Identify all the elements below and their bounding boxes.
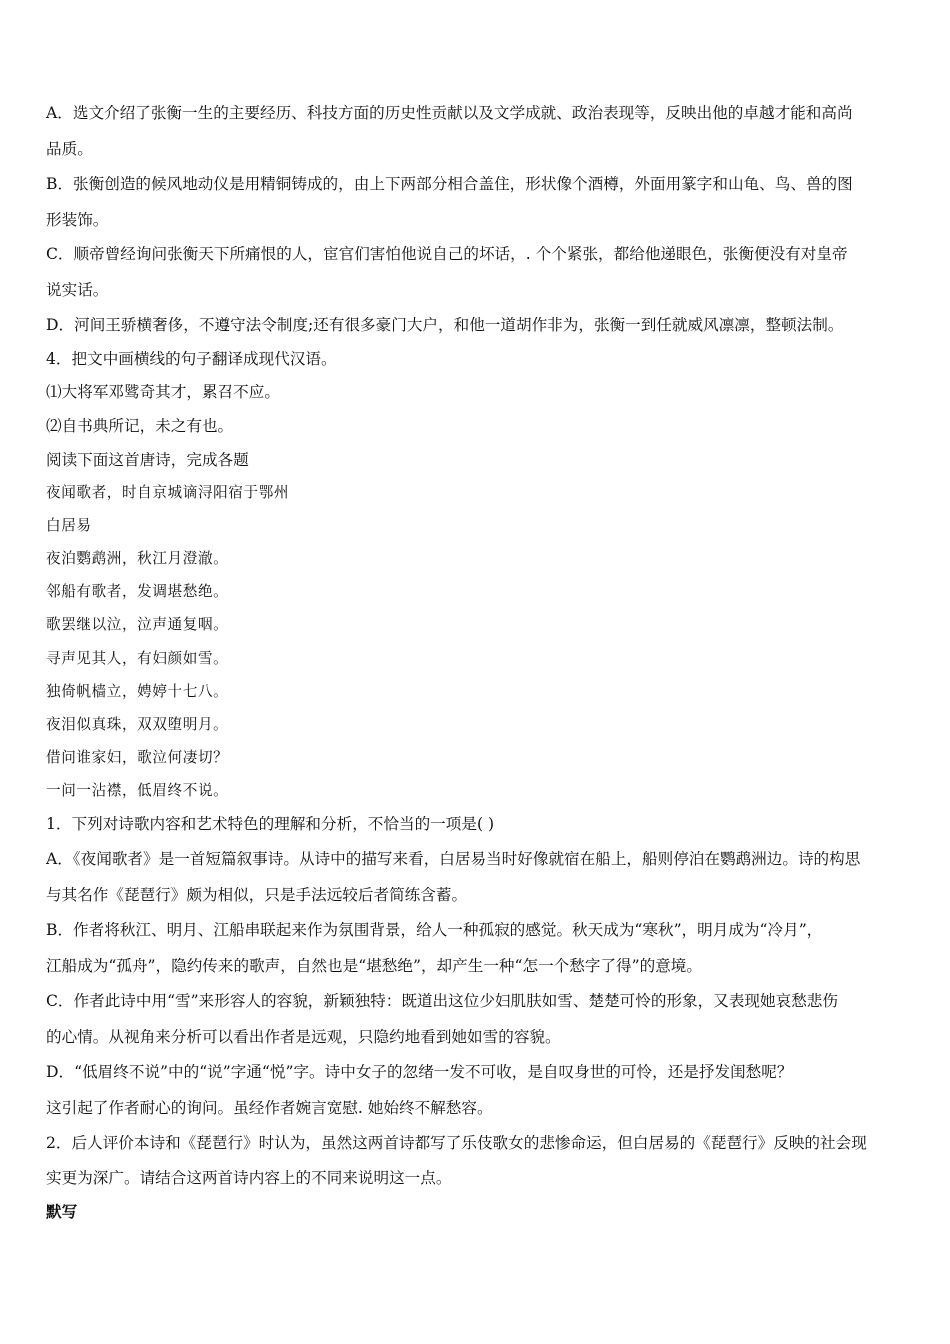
q1-option-d-line-1: D．“低眉终不说”中的“说”字通“悦”字。诗中女子的忽绪一发不可收，是自叹身世的可怜，还是抒发闺愁呢？ [46,1063,793,1081]
poem-line: 夜泊鹦鹉洲，秋江月澄澈。 [46,550,229,567]
option-d-line-1: D．河间王骄横奢侈，不遵守法令制度;还有很多豪门大户，和他一道胡作非为，张衡一到任就威风凛凛，整顿法制。 [46,316,844,334]
section-heading: 默写 [46,1202,78,1221]
question-4-heading: 4．把文中画横线的句子翻译成现代汉语。 [46,350,337,368]
q1-option-b-line-2: 江船成为“孤舟”，隐约传来的歌声，自然也是“堪愁绝”，却产生一种“怎一个愁字了得”的意境。 [46,957,702,975]
poem-line: 邻船有歌者，发调堪愁绝。 [46,583,229,600]
question-2-line-2: 实更为深广。请结合这两首诗内容上的不同来说明这一点。 [46,1169,452,1187]
q1-option-c-line-2: 的心情。从视角来分析可以看出作者是远观，只隐约地看到她如雪的容貌。 [46,1028,561,1046]
q1-option-d-line-2: 这引起了作者耐心的询问。虽经作者婉言宽慰. 她始终不解愁容。 [46,1099,493,1117]
option-a-line-2: 品质。 [46,140,93,158]
q1-option-a-line-1: A．《夜闻歌者》是一首短篇叙事诗。从诗中的描写来看，白居易当时好像就宿在船上，船则停泊在鹦鹉洲边。诗的构思 [46,850,861,868]
poem-line: 借问谁家妇，歌泣何凄切？ [46,749,229,766]
option-c-line-2: 说实话。 [46,281,109,299]
option-a-line-1: A．选文介绍了张衡一生的主要经历、科技方面的历史性贡献以及文学成就、政治表现等，反映出他的卓越才能和高尚 [46,104,853,122]
poem-line: 寻声见其人，有妇颜如雪。 [46,650,229,667]
option-c-line-1: C．顺帝曾经询问张衡天下所痛恨的人，宦官们害怕他说自己的坏话，. 个个紧张，都给他递眼色，张衡便没有对皇帝 [46,245,848,263]
reading-instruction: 阅读下面这首唐诗，完成各题 [46,451,249,469]
poem-author: 白居易 [46,517,92,534]
question-1-heading: 1．下列对诗歌内容和艺术特色的理解和分析，不恰当的一项是( ) [46,815,495,833]
q1-option-b-line-1: B．作者将秋江、明月、江船串联起来作为氛围背景，给人一种孤寂的感觉。秋天成为“寒秋”，明月成为“冷月”， [46,921,823,939]
poem-line: 一问一沾襟，低眉终不说。 [46,782,229,799]
poem-line: 独倚帆樯立，娉婷十七八。 [46,683,229,700]
q1-option-a-line-2: 与其名作《琵琶行》颇为相似，只是手法远较后者简练含蓄。 [46,886,468,904]
q1-option-c-line-1: C．作者此诗中用“雪”来形容人的容貌，新颖独特：既道出这位少妇肌肤如雪、楚楚可怜的形象，又表现她哀愁悲伤 [46,992,838,1010]
question-2-line-1: 2．后人评价本诗和《琵琶行》时认为，虽然这两首诗都写了乐伎歌女的悲惨命运，但白居易的《琵琶行》反映的社会现 [46,1134,867,1152]
question-4-item-2: ⑵自书典所记，未之有也。 [46,417,234,435]
poem-line: 夜泪似真珠，双双堕明月。 [46,716,229,733]
poem-line: 歌罢继以泣，泣声通复咽。 [46,616,229,633]
question-4-item-1: ⑴大将军邓骘奇其才，累召不应。 [46,383,280,401]
poem-title: 夜闻歌者，时自京城谪浔阳宿于鄂州 [46,484,290,501]
option-b-line-1: B．张衡创造的候风地动仪是用精铜铸成的，由上下两部分相合盖住，形状像个酒樽，外面用篆字和山龟、鸟、兽的图 [46,175,853,193]
option-b-line-2: 形装饰。 [46,211,109,229]
